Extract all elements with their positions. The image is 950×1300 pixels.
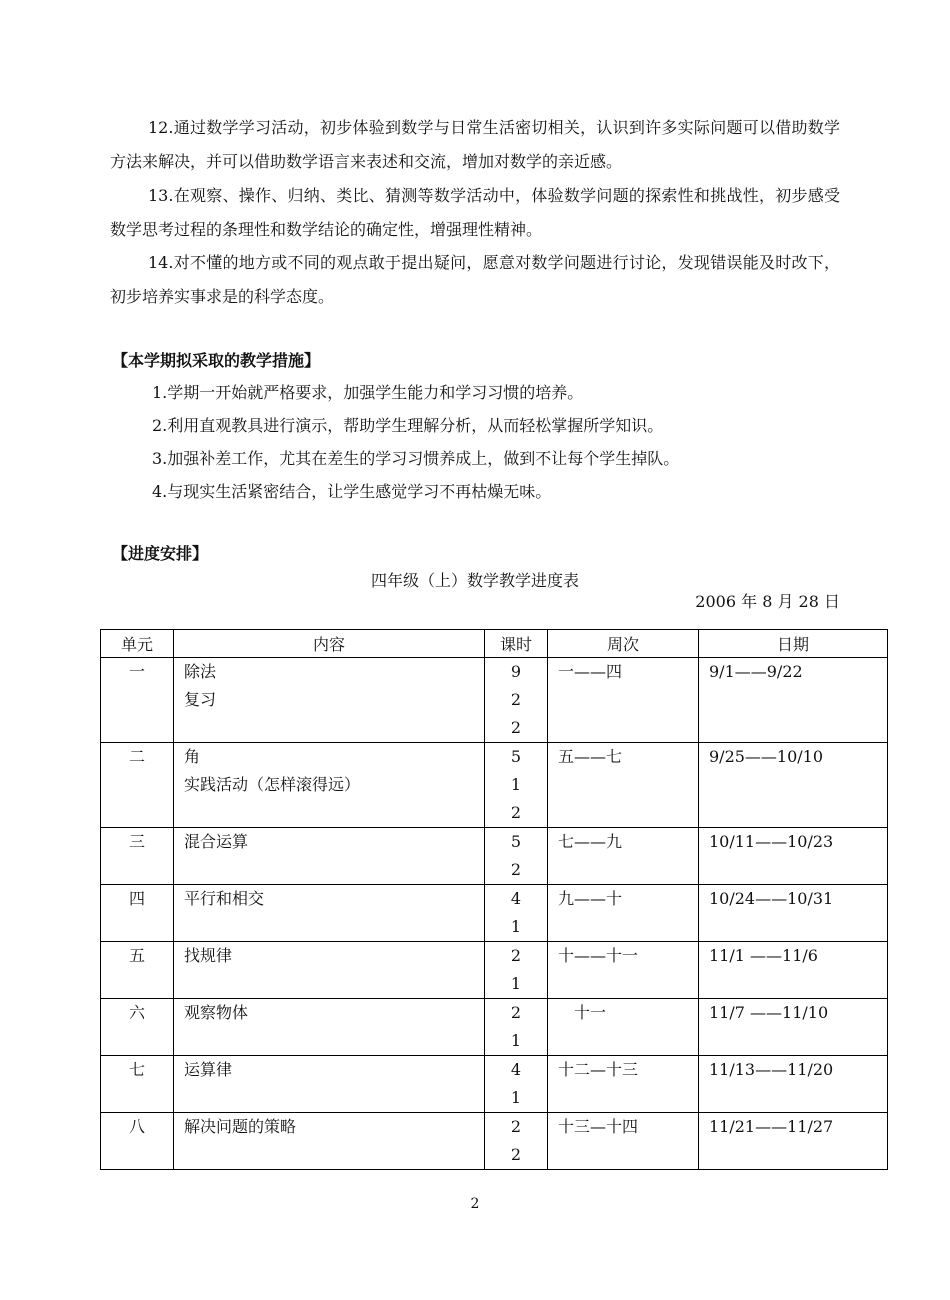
table-row: [101, 828, 888, 885]
col-header-unit: 单元: [101, 630, 174, 658]
table-row: [101, 1056, 888, 1113]
hours-line: 4: [510, 1060, 522, 1079]
schedule-heading: 【进度安排】: [112, 544, 209, 563]
hours-line: 1: [510, 1088, 522, 1107]
content-line: 混合运算: [184, 832, 249, 851]
hours-line: 2: [510, 860, 522, 879]
dates-cell: 11/1 ——11/6: [699, 942, 888, 999]
objective-14: 14.对不懂的地方或不同的观点敢于提出疑问，愿意对数学问题进行讨论，发现错误能及时改下，初步培养实事求是的科学态度。: [110, 253, 840, 306]
content-line: 除法: [184, 662, 217, 681]
content-line: [184, 970, 484, 998]
dates-cell: 9/1——9/22: [699, 658, 888, 743]
dates-cell: 11/13——11/20: [699, 1056, 888, 1113]
unit-cell: 八: [101, 1113, 174, 1170]
hours-line: 9: [510, 662, 522, 681]
measures-heading: 【本学期拟采取的教学措施】: [112, 351, 321, 370]
schedule-title: 四年级（上）数学教学进度表: [370, 571, 579, 590]
content-line: 找规律: [184, 946, 233, 965]
hours-line: 1: [510, 775, 522, 794]
unit-cell: 三: [101, 828, 174, 885]
dates-cell: 11/7 ——11/10: [699, 999, 888, 1056]
unit-cell: 一: [101, 658, 174, 743]
content-cell: [174, 942, 485, 999]
table-row: [101, 885, 888, 942]
page-number: 2: [470, 1196, 480, 1212]
unit-cell: 六: [101, 999, 174, 1056]
hours-line: 2: [510, 1145, 522, 1164]
content-line: [184, 1084, 484, 1112]
content-line: [184, 799, 484, 827]
hours-line: 1: [510, 974, 522, 993]
content-cell: [174, 1113, 485, 1170]
dates-cell: 10/24——10/31: [699, 885, 888, 942]
measure-item-2: 2.利用直观教具进行演示，帮助学生理解分析，从而轻松掌握所学知识。: [152, 416, 664, 435]
weeks-cell: 一——四: [548, 658, 699, 743]
schedule-date: 2006 年 8 月 28 日: [695, 592, 840, 611]
content-cell: [174, 658, 485, 743]
content-cell: [174, 828, 485, 885]
hours-cell: [485, 743, 548, 828]
content-line: [184, 1027, 484, 1055]
hours-line: 2: [510, 946, 522, 965]
hours-line: 5: [510, 747, 522, 766]
hours-cell: [485, 999, 548, 1056]
weeks-cell: 十一: [548, 999, 699, 1056]
content-line: 运算律: [184, 1060, 233, 1079]
weeks-cell: 七——九: [548, 828, 699, 885]
hours-line: 2: [510, 690, 522, 709]
unit-cell: 二: [101, 743, 174, 828]
hours-cell: [485, 658, 548, 743]
weeks-cell: 十——十一: [548, 942, 699, 999]
unit-cell: 四: [101, 885, 174, 942]
table-row: [101, 999, 888, 1056]
hours-line: 1: [510, 1031, 522, 1050]
content-line: 实践活动（怎样滚得远）: [184, 775, 361, 794]
table-row: [101, 1113, 888, 1170]
schedule-table: [100, 629, 888, 1170]
col-header-content: 内容: [174, 630, 485, 658]
hours-cell: [485, 942, 548, 999]
content-line: [184, 856, 484, 884]
hours-line: 4: [510, 889, 522, 908]
col-header-hours: 课时: [485, 630, 548, 658]
unit-cell: 五: [101, 942, 174, 999]
hours-line: 2: [510, 1117, 522, 1136]
weeks-cell: 五——七: [548, 743, 699, 828]
table-row: [101, 743, 888, 828]
weeks-cell: 十二—十三: [548, 1056, 699, 1113]
hours-line: 5: [510, 832, 522, 851]
col-header-weeks: 周次: [548, 630, 699, 658]
table-row: [101, 942, 888, 999]
dates-cell: 9/25——10/10: [699, 743, 888, 828]
weeks-cell: 九——十: [548, 885, 699, 942]
content-line: [184, 714, 484, 742]
hours-line: 1: [510, 917, 522, 936]
dates-cell: 11/21——11/27: [699, 1113, 888, 1170]
hours-line: 2: [510, 803, 522, 822]
hours-cell: [485, 1056, 548, 1113]
objective-12: 12.通过数学学习活动，初步体验到数学与日常生活密切相关，认识到许多实际问题可以借助数学方法来解决，并可以借助数学语言来表述和交流，增加对数学的亲近感。: [110, 118, 840, 171]
content-line: 解决问题的策略: [184, 1117, 297, 1136]
measure-item-3: 3.加强补差工作，尤其在差生的学习习惯养成上，做到不让每个学生掉队。: [152, 449, 680, 468]
content-cell: [174, 743, 485, 828]
objective-13: 13.在观察、操作、归纳、类比、猜测等数学活动中，体验数学问题的探索性和挑战性，初步感受数学思考过程的条理性和数学结论的确定性，增强理性精神。: [110, 186, 840, 239]
content-line: 角: [184, 747, 201, 766]
measure-item-4: 4.与现实生活紧密结合，让学生感觉学习不再枯燥无味。: [152, 482, 552, 501]
content-line: [184, 1141, 484, 1169]
content-cell: [174, 885, 485, 942]
col-header-dates: 日期: [699, 630, 888, 658]
table-row: [101, 658, 888, 743]
content-line: 观察物体: [184, 1003, 249, 1022]
content-cell: [174, 999, 485, 1056]
content-line: 平行和相交: [184, 889, 265, 908]
hours-cell: [485, 1113, 548, 1170]
table-header-row: [101, 630, 888, 658]
hours-line: 2: [510, 1003, 522, 1022]
hours-cell: [485, 828, 548, 885]
measure-item-1: 1.学期一开始就严格要求，加强学生能力和学习习惯的培养。: [152, 383, 584, 402]
hours-line: 2: [510, 718, 522, 737]
content-cell: [174, 1056, 485, 1113]
dates-cell: 10/11——10/23: [699, 828, 888, 885]
content-line: [184, 913, 484, 941]
hours-cell: [485, 885, 548, 942]
content-line: 复习: [184, 690, 217, 709]
unit-cell: 七: [101, 1056, 174, 1113]
weeks-cell: 十三—十四: [548, 1113, 699, 1170]
